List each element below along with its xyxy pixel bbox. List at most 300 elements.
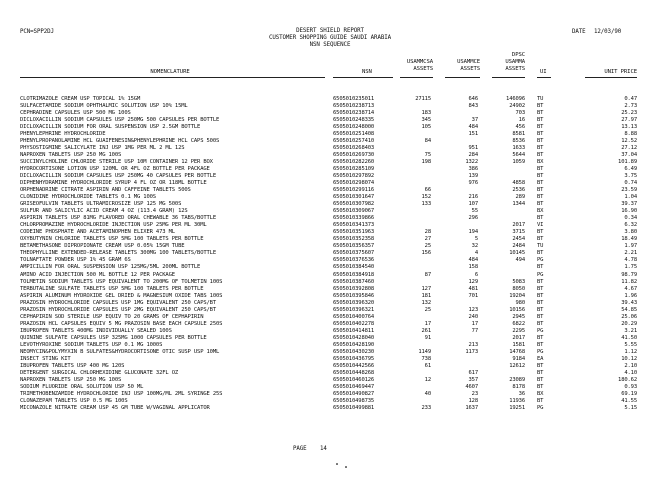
- item-ui: BT: [537, 215, 544, 222]
- item-nsn: 6505010490827: [333, 390, 375, 397]
- item-nsn: 6505010339866: [333, 215, 375, 222]
- rule-nsn: [333, 77, 393, 78]
- item-unit-price: 2.10: [624, 362, 637, 369]
- item-description: PHYSOSTIGMINE SALICYLATE INJ USP 1MG PER ML 2 ML 12S: [20, 145, 185, 152]
- item-description: NAPROXEN TABLETS USP 250 MG 100S: [20, 376, 122, 383]
- item-dpsc-assets: 5083: [512, 278, 525, 285]
- item-usammcsa-assets: 133: [421, 201, 431, 208]
- item-unit-price: 41.55: [621, 397, 637, 404]
- item-usammce-assets: 617: [468, 369, 478, 376]
- table-row: [0, 159, 659, 165]
- item-description: PHENYLEPHRINE HYDROCHLORIDE: [20, 131, 106, 138]
- item-nsn: 6505010460126: [333, 376, 375, 383]
- item-usammce-assets: 284: [468, 152, 478, 159]
- col-ui: UI: [540, 69, 547, 75]
- item-description: NAPROXEN TABLETS USP 250 MG 100S: [20, 152, 122, 159]
- item-usammce-assets: 386: [468, 166, 478, 173]
- item-description: CLOTRIMAZOLE CREAM USP TOPICAL 1% 15GM: [20, 96, 141, 102]
- item-description: SODIUM FLUORIDE ORAL SOLUTION USP 50 ML: [20, 383, 144, 390]
- item-description: DICLOXACILLIN SODIUM CAPSULES USP 250MG 40 CAPSULES PER BOTTLE: [20, 173, 216, 180]
- item-dpsc-assets: 289: [515, 194, 525, 201]
- table-row: [0, 405, 659, 411]
- item-usammcsa-assets: 87: [424, 271, 431, 278]
- item-nsn: 6505010251408: [333, 131, 375, 138]
- item-ui: BT: [537, 194, 544, 201]
- item-dpsc-assets: 12612: [509, 362, 525, 369]
- item-nsn: 6505010341373: [333, 222, 375, 229]
- item-nsn: 6505010392808: [333, 285, 375, 292]
- col-usammcsa-line2: ASSETS: [413, 66, 433, 72]
- item-nsn: 6505010442566: [333, 362, 375, 369]
- table-row: [0, 391, 659, 397]
- table-row: [0, 103, 659, 109]
- item-description: OXYBUTYNIN CHLORIDE TABLETS USP 5MG 100 TABLETS PER BOTTLE: [20, 236, 204, 243]
- table-row: [0, 384, 659, 390]
- item-nsn: 6505010396320: [333, 299, 375, 306]
- item-unit-price: 101.89: [618, 159, 637, 166]
- item-nsn: 6505010268403: [333, 145, 375, 152]
- item-description: PRAZOSIN HCL CAPSULES EQUIV 5 MG PRAZOSIN BASE EACH CAPSULE 250S: [20, 320, 223, 327]
- table-row: [0, 124, 659, 130]
- item-nsn: 6505010387460: [333, 278, 375, 285]
- item-ui: TU: [537, 243, 544, 250]
- item-unit-price: 23.59: [621, 187, 637, 194]
- item-unit-price: 12.52: [621, 138, 637, 145]
- item-ui: BT: [537, 334, 544, 341]
- item-nsn: 6505010298074: [333, 180, 375, 187]
- item-usammce-assets: 123: [468, 306, 478, 313]
- col-nsn: NSN: [362, 69, 372, 75]
- table-row: [0, 110, 659, 116]
- table-row: [0, 328, 659, 334]
- col-usammce-line2: ASSETS: [460, 66, 480, 72]
- item-usammce-assets: 951: [468, 145, 478, 152]
- item-usammcsa-assets: 75: [424, 152, 431, 159]
- item-ui: BX: [537, 159, 544, 166]
- item-unit-price: 1.75: [624, 264, 637, 271]
- report-sequence: NSN SEQUENCE: [309, 42, 351, 48]
- table-row: [0, 342, 659, 348]
- table-row: [0, 152, 659, 158]
- item-description: SULFUR AND SALICYLIC ACID CREAM 4 OZ (113.4 GRAM) 12S: [20, 208, 188, 215]
- item-ui: BT: [537, 306, 544, 313]
- item-nsn: 6505010248335: [333, 117, 375, 124]
- item-dpsc-assets: 1633: [512, 145, 525, 152]
- item-unit-price: 1.96: [624, 292, 637, 299]
- item-dpsc-assets: 1344: [512, 201, 525, 208]
- item-nsn: 6505010238713: [333, 103, 375, 110]
- item-dpsc-assets: 980: [515, 299, 525, 306]
- item-dpsc-assets: 19251: [509, 404, 525, 411]
- item-nsn: 6505010299116: [333, 187, 375, 194]
- item-ui: BT: [537, 152, 544, 159]
- item-dpsc-assets: 2454: [512, 236, 525, 243]
- item-dpsc-assets: 10145: [509, 250, 525, 257]
- item-description: INSECT STING KIT: [20, 355, 71, 362]
- item-nsn: 6505010307982: [333, 201, 375, 208]
- item-usammcsa-assets: 233: [421, 404, 431, 411]
- item-dpsc-assets: 11936: [509, 397, 525, 404]
- item-dpsc-assets: 146096: [506, 96, 525, 102]
- item-description: SULFACETAMIDE SODIUM OPHTHALMIC SOLUTION USP 10% 15ML: [20, 103, 188, 110]
- item-description: TERBUTALINE SULFATE TABLETS USP 5MG 100 TABLETS PER BOTTLE: [20, 285, 204, 292]
- item-unit-price: 2.21: [624, 250, 637, 257]
- item-dpsc-assets: 8536: [512, 138, 525, 145]
- item-nsn: 6505010351963: [333, 229, 375, 236]
- item-usammce-assets: 158: [468, 264, 478, 271]
- date-label: DATE: [572, 29, 586, 35]
- item-description: PHENYLPROPANOLAMINE HCL GUAIFENESIN&PHENYLEPHRINE HCL CAPS 500S: [20, 138, 220, 145]
- item-ui: BT: [537, 117, 544, 124]
- item-description: HYDROCORTISONE LOTION USP 120ML OR 4FL OZ BOTTLE PER PACKAGE: [20, 166, 210, 173]
- item-dpsc-assets: 1581: [512, 341, 525, 348]
- rule-nomenclature: [20, 77, 325, 78]
- item-nsn: 6505010297892: [333, 173, 375, 180]
- item-nsn: 6505010309067: [333, 208, 375, 215]
- item-unit-price: 69.19: [621, 390, 637, 397]
- rule-usammcsa: [400, 77, 433, 78]
- item-usammcsa-assets: 66: [424, 187, 431, 194]
- item-usammcsa-assets: 27115: [415, 96, 431, 102]
- item-ui: BT: [537, 341, 544, 348]
- item-usammcsa-assets: 27: [424, 236, 431, 243]
- item-dpsc-assets: 2945: [512, 313, 525, 320]
- item-nsn: 6505010356357: [333, 243, 375, 250]
- item-unit-price: 25.06: [621, 313, 637, 320]
- table-row: [0, 215, 659, 221]
- item-usammcsa-assets: 84: [424, 138, 431, 145]
- item-usammce-assets: 357: [468, 376, 478, 383]
- item-usammce-assets: 976: [468, 180, 478, 187]
- item-nsn: 6505010384540: [333, 264, 375, 271]
- table-row: [0, 194, 659, 200]
- item-unit-price: 5.15: [624, 404, 637, 411]
- table-row: [0, 173, 659, 179]
- table-row: [0, 293, 659, 299]
- item-ui: TU: [537, 96, 544, 102]
- item-nsn: 6505010436795: [333, 355, 375, 362]
- item-nsn: 6505010269730: [333, 152, 375, 159]
- item-nsn: 6505010282260: [333, 159, 375, 166]
- item-unit-price: 13.13: [621, 124, 637, 131]
- item-usammce-assets: 139: [468, 173, 478, 180]
- table-row: [0, 222, 659, 228]
- item-unit-price: 4.10: [624, 369, 637, 376]
- item-dpsc-assets: 2536: [512, 187, 525, 194]
- item-dpsc-assets: 2484: [512, 243, 525, 250]
- item-usammcsa-assets: 261: [421, 327, 431, 334]
- item-description: AMPICILLIN FOR ORAL SUSPENSION USP 125MG/5ML 200ML BOTTLE: [20, 264, 201, 271]
- table-row: [0, 243, 659, 249]
- item-unit-price: 11.82: [621, 278, 637, 285]
- report-title: DESERT SHIELD REPORT: [296, 28, 364, 34]
- item-description: BETAMETHASONE DIPROPIONATE CREAM USP 0.05% 15GM TUBE: [20, 243, 185, 250]
- table-row: [0, 180, 659, 186]
- item-description: CLONAZEPAM TABLETS USP 0.5 MG 100S: [20, 397, 128, 404]
- table-row: [0, 286, 659, 292]
- item-usammcsa-assets: 345: [421, 117, 431, 124]
- table-row: [0, 349, 659, 355]
- item-nsn: 6505010257410: [333, 138, 375, 145]
- rule-ui: [537, 77, 551, 78]
- item-dpsc-assets: 8178: [512, 383, 525, 390]
- item-ui: BT: [537, 397, 544, 404]
- item-unit-price: 1.97: [624, 243, 637, 250]
- item-ui: BT: [537, 166, 544, 173]
- item-ui: BT: [537, 376, 544, 383]
- item-unit-price: 39.43: [621, 299, 637, 306]
- item-usammce-assets: 128: [468, 397, 478, 404]
- item-unit-price: 0.47: [624, 96, 637, 102]
- item-usammcsa-assets: 40: [424, 390, 431, 397]
- item-description: PRAZOSIN HYDROCHLORIDE CAPSULES USP 2MG EQUIVALENT 250 CAPS/BT: [20, 306, 216, 313]
- item-ui: BT: [537, 110, 544, 117]
- table-row: [0, 300, 659, 306]
- table-row: [0, 208, 659, 214]
- col-dpsc-line1: DPSC: [511, 52, 525, 58]
- item-usammce-assets: 1637: [465, 404, 478, 411]
- item-dpsc-assets: 19204: [509, 292, 525, 299]
- item-nsn: 6505010448268: [333, 369, 375, 376]
- item-usammcsa-assets: 738: [421, 355, 431, 362]
- item-unit-price: 180.62: [618, 376, 637, 383]
- item-dpsc-assets: 2017: [512, 334, 525, 341]
- table-row: [0, 398, 659, 404]
- date-value: 12/03/90: [594, 29, 622, 35]
- item-nsn: 6505010352358: [333, 236, 375, 243]
- item-description: AMINO ACID INJECTION 500 ML BOTTLE 12 PER PACKAGE: [20, 271, 175, 278]
- item-nsn: 6505010499881: [333, 404, 375, 411]
- item-dpsc-assets: 456: [515, 124, 525, 131]
- item-ui: BT: [537, 201, 544, 208]
- item-unit-price: 0.74: [624, 180, 637, 187]
- col-nomenclature: NOMENCLATURE: [150, 69, 190, 75]
- item-ui: BT: [537, 250, 544, 257]
- item-usammce-assets: 4: [474, 250, 478, 257]
- item-ui: BT: [537, 138, 544, 145]
- item-usammce-assets: 151: [468, 131, 478, 138]
- item-unit-price: 5.55: [624, 341, 637, 348]
- item-description: NEOMYCIN&POLYMYXIN B SULFATES&HYDROCORTISONE OTIC SUSP USP 10ML: [20, 348, 220, 355]
- item-dpsc-assets: 5644: [512, 152, 525, 159]
- item-ui: BT: [537, 131, 544, 138]
- table-row: [0, 257, 659, 263]
- item-nsn: 6505010396321: [333, 306, 375, 313]
- item-usammcsa-assets: 198: [421, 159, 431, 166]
- item-dpsc-assets: 14768: [509, 348, 525, 355]
- item-description: DETERGENT SURGICAL CHLORHEXIDINE GLUCONATE 32FL OZ: [20, 369, 179, 376]
- item-usammcsa-assets: 28: [424, 229, 431, 236]
- item-dpsc-assets: 23089: [509, 376, 525, 383]
- scan-speck: [336, 463, 338, 465]
- item-usammce-assets: 5: [474, 236, 478, 243]
- item-description: SUCCINYLCHOLINE CHLORIDE STERILE USP 10M CONTAINER 12 PER BOX: [20, 159, 213, 166]
- item-dpsc-assets: 24902: [509, 103, 525, 110]
- table-row: [0, 307, 659, 313]
- item-usammce-assets: 107: [468, 201, 478, 208]
- table-row: [0, 272, 659, 278]
- rule-unit-price: [585, 77, 637, 78]
- item-ui: PG: [537, 257, 544, 264]
- item-unit-price: 37.04: [621, 152, 637, 159]
- item-dpsc-assets: 494: [515, 257, 525, 264]
- item-dpsc-assets: 8581: [512, 131, 525, 138]
- col-unit-price: UNIT PRICE: [604, 69, 637, 75]
- table-row: [0, 321, 659, 327]
- item-nsn: 6505010430230: [333, 348, 375, 355]
- item-unit-price: 18.49: [621, 236, 637, 243]
- item-description: LEVOTHYROXINE SODIUM TABLETS USP 0.1 MG 1000S: [20, 341, 163, 348]
- item-ui: BT: [537, 180, 544, 187]
- item-usammce-assets: 213: [468, 341, 478, 348]
- item-description: IBUPROFEN TABLETS 400MG INDIVIDUALLY SEALED 100S: [20, 327, 172, 334]
- item-usammce-assets: 6: [474, 271, 478, 278]
- item-nsn: 6505010235011: [333, 96, 375, 102]
- item-usammcsa-assets: 152: [421, 194, 431, 201]
- item-usammce-assets: 484: [468, 124, 478, 131]
- item-usammce-assets: 55: [471, 208, 478, 215]
- item-ui: BT: [537, 383, 544, 390]
- item-usammce-assets: 240: [468, 313, 478, 320]
- table-row: [0, 96, 659, 102]
- item-usammce-assets: 77: [471, 327, 478, 334]
- item-usammcsa-assets: 61: [424, 362, 431, 369]
- item-unit-price: 27.12: [621, 145, 637, 152]
- item-usammce-assets: 481: [468, 285, 478, 292]
- item-ui: BX: [537, 390, 544, 397]
- item-description: QUININE SULFATE CAPSULES USP 325MG 1000 CAPSULES PER BOTTLE: [20, 334, 207, 341]
- item-usammcsa-assets: 181: [421, 292, 431, 299]
- item-unit-price: 6.32: [624, 222, 637, 229]
- item-usammcsa-assets: 132: [421, 299, 431, 306]
- item-nsn: 6505010238714: [333, 110, 375, 117]
- table-row: [0, 377, 659, 383]
- item-unit-price: 0.34: [624, 215, 637, 222]
- item-unit-price: 98.79: [621, 271, 637, 278]
- item-ui: BT: [537, 278, 544, 285]
- table-row: [0, 229, 659, 235]
- item-nsn: 6505010375607: [333, 250, 375, 257]
- table-row: [0, 145, 659, 151]
- item-dpsc-assets: 16: [518, 117, 525, 124]
- item-ui: BT: [537, 313, 544, 320]
- item-usammce-assets: 843: [468, 103, 478, 110]
- item-unit-price: 20.29: [621, 320, 637, 327]
- scan-speck: [345, 466, 347, 468]
- item-nsn: 6505010428040: [333, 334, 375, 341]
- item-nsn: 6505010395846: [333, 292, 375, 299]
- item-ui: BT: [537, 145, 544, 152]
- item-nsn: 6505010402278: [333, 320, 375, 327]
- item-unit-price: 1.12: [624, 348, 637, 355]
- table-row: [0, 279, 659, 285]
- item-nsn: 6505010400764: [333, 313, 375, 320]
- page-label: PAGE: [293, 446, 307, 452]
- item-unit-price: 8.88: [624, 131, 637, 138]
- rule-usammce: [445, 77, 480, 78]
- item-usammce-assets: 17: [471, 320, 478, 327]
- item-usammcsa-assets: 156: [421, 250, 431, 257]
- item-usammce-assets: 646: [468, 96, 478, 102]
- item-unit-price: 0.93: [624, 383, 637, 390]
- item-ui: PG: [537, 404, 544, 411]
- item-unit-price: 4.78: [624, 257, 637, 264]
- col-usammce-line1: USAMMCE: [457, 59, 480, 65]
- item-ui: BT: [537, 187, 544, 194]
- item-description: DICLOXACILLIN SODIUM FOR ORAL SUSPENSION USP 2.5GM BOTTLE: [20, 124, 201, 131]
- item-dpsc-assets: 6822: [512, 320, 525, 327]
- item-usammcsa-assets: 25: [424, 306, 431, 313]
- item-usammcsa-assets: 12: [424, 376, 431, 383]
- table-row: [0, 370, 659, 376]
- col-dpsc-line3: ASSETS: [505, 66, 525, 72]
- item-ui: BT: [537, 299, 544, 306]
- table-row: [0, 138, 659, 144]
- item-description: DICLOXACILLIN SODIUM CAPSULES USP 250MG 500 CAPSULES PER BOTTLE: [20, 117, 220, 124]
- item-description: PRAZOSIN HYDROCHLORIDE CAPSULES USP 1MG EQUIVALENT 250 CAPS/BT: [20, 299, 216, 306]
- item-usammce-assets: 1173: [465, 348, 478, 355]
- item-ui: EA: [537, 355, 544, 362]
- table-row: [0, 335, 659, 341]
- table-row: [0, 264, 659, 270]
- item-description: CEPHAPIRIN SOD STERILE USP EQUIV TO 20 GRAMS OF CEPHAPIRIN: [20, 313, 204, 320]
- item-ui: VI: [537, 222, 544, 229]
- item-usammcsa-assets: 17: [424, 320, 431, 327]
- table-row: [0, 314, 659, 320]
- item-dpsc-assets: 703: [515, 110, 525, 117]
- item-usammcsa-assets: 127: [421, 285, 431, 292]
- item-dpsc-assets: 4858: [512, 180, 525, 187]
- item-ui: PG: [537, 327, 544, 334]
- item-dpsc-assets: 10156: [509, 306, 525, 313]
- item-usammce-assets: 216: [468, 194, 478, 201]
- item-description: GRISEOFULVIN TABLETS ULTRAMICROSIZE USP 125 MG 500S: [20, 201, 182, 208]
- table-row: [0, 187, 659, 193]
- item-dpsc-assets: 3715: [512, 229, 525, 236]
- item-unit-price: 25.23: [621, 110, 637, 117]
- item-description: ASPIRIN ALUMINUM HYDROXIDE GEL DRIED & MAGNESIUM OXIDE TABS 100S: [20, 292, 223, 299]
- item-description: THEOPHYLLINE EXTENDED-RELEASE TABLETS 300MG 100 TABLETS/BOTTLE: [20, 250, 216, 257]
- item-description: TRIMETHOBENZAMIDE HYDROCHLORIDE INJ USP 100MG/ML 2ML SYRINGE 25S: [20, 390, 223, 397]
- item-nsn: 6505010248000: [333, 124, 375, 131]
- col-usammcsa-line1: USAMMCSA: [406, 59, 433, 65]
- item-nsn: 6505010384918: [333, 271, 375, 278]
- table-row: [0, 131, 659, 137]
- item-nsn: 6505010469447: [333, 383, 375, 390]
- item-nsn: 6505010428190: [333, 341, 375, 348]
- item-ui: BT: [537, 124, 544, 131]
- item-description: CEPHRADINE CAPSULES USP 500 MG 100S: [20, 110, 131, 117]
- item-dpsc-assets: 2295: [512, 327, 525, 334]
- item-unit-price: 3.21: [624, 327, 637, 334]
- item-usammce-assets: 129: [468, 278, 478, 285]
- item-usammce-assets: 701: [468, 292, 478, 299]
- item-usammcsa-assets: 25: [424, 243, 431, 250]
- item-description: TOLMETIN SODIUM TABLETS USP EQUIVALENT TO 200MG OF TOLMETIN 100S: [20, 278, 223, 285]
- item-description: IBUPROFEN TABLETS USP 400 MG 120S: [20, 362, 125, 369]
- item-usammce-assets: 1322: [465, 159, 478, 166]
- item-unit-price: 2.73: [624, 103, 637, 110]
- item-dpsc-assets: 1059: [512, 159, 525, 166]
- table-row: [0, 117, 659, 123]
- item-description: CODEINE PHOSPHATE AND ACETAMINOPHEN ELIXER 473 ML: [20, 229, 175, 236]
- item-ui: BT: [537, 292, 544, 299]
- item-usammce-assets: 23: [471, 390, 478, 397]
- item-nsn: 6505010498735: [333, 397, 375, 404]
- item-ui: BT: [537, 236, 544, 243]
- table-row: [0, 201, 659, 207]
- item-ui: PG: [537, 271, 544, 278]
